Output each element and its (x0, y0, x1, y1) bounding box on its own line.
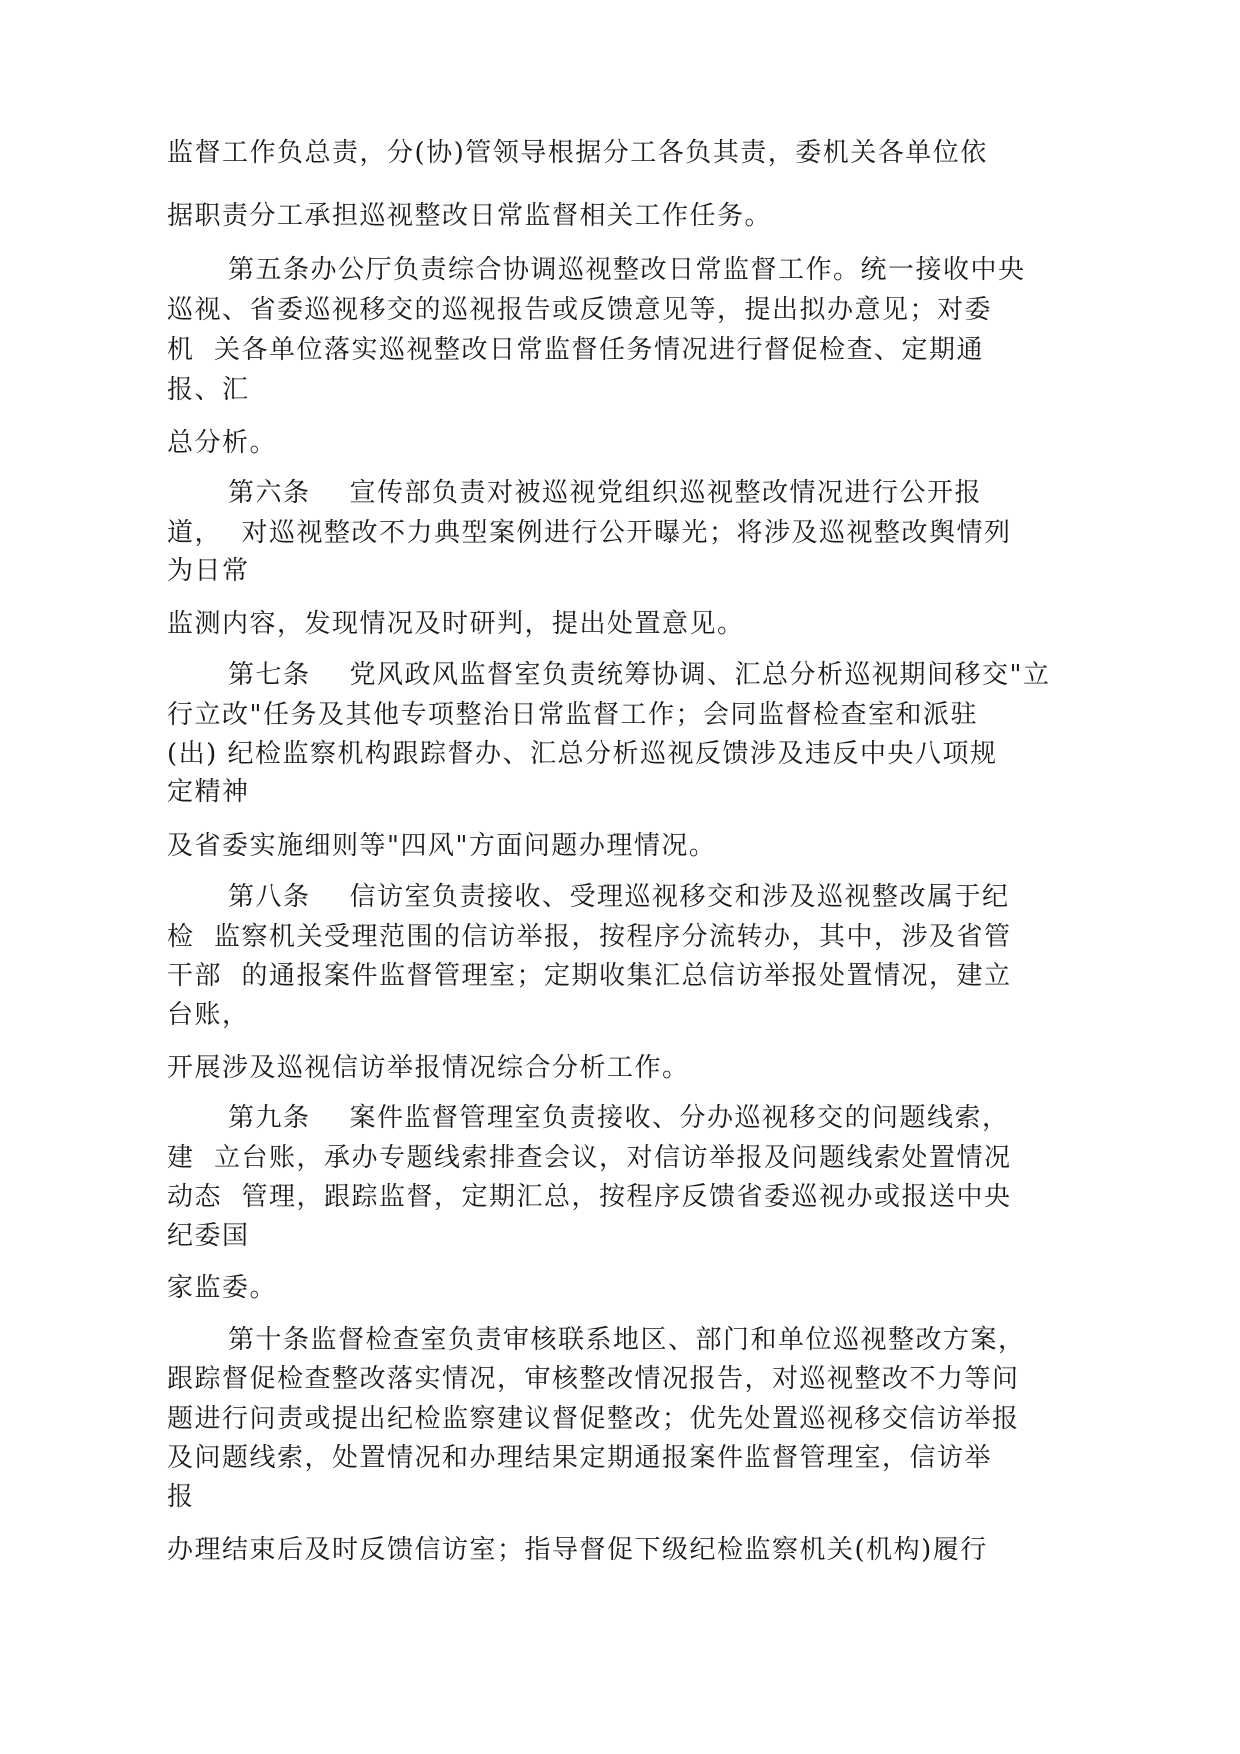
article-9-heading-line: 第九条 案件监督管理室负责接收、分办巡视移交的问题线索， (228, 1103, 1010, 1133)
text-line: 及省委实施细则等"四风"方面问题办理情况。 (167, 831, 717, 861)
text-line: 检 监察机关受理范围的信访举报，按程序分流转办，其中，涉及省管 (167, 922, 1012, 952)
text-line: 报、汇 (167, 375, 250, 405)
text-line: 报 (167, 1482, 195, 1512)
text-line: 行立改"任务及其他专项整治日常监督工作；会同监督检查室和派驻 (167, 700, 978, 730)
article-6-heading-line: 第六条 宣传部负责对被巡视党组织巡视整改情况进行公开报 (228, 478, 983, 508)
text-line: 监督工作负总责，分(协)管领导根据分工各负其责，委机关各单位依 (167, 138, 988, 168)
text-line: 及问题线索，处置情况和办理结果定期通报案件监督管理室，信访举 (167, 1443, 993, 1473)
text-line: 干部 的通报案件监督管理室；定期收集汇总信访举报处置情况，建立 (167, 961, 1012, 991)
text-line: 题进行问责或提出纪检监察建议督促整改；优先处置巡视移交信访举报 (167, 1404, 1020, 1434)
text-line: 纪委国 (167, 1221, 250, 1251)
text-line: 办理结束后及时反馈信访室；指导督促下级纪检监察机关(机构)履行 (167, 1535, 988, 1565)
article-7-heading-line: 第七条 党风政风监督室负责统筹协调、汇总分析巡视期间移交"立 (228, 660, 1051, 690)
article-10-heading-line: 第十条监督检查室负责审核联系地区、部门和单位巡视整改方案， (228, 1325, 1026, 1355)
text-line: 跟踪督促检查整改落实情况，审核整改情况报告，对巡视整改不力等问 (167, 1364, 1020, 1394)
text-line: 机 关各单位落实巡视整改日常监督任务情况进行督促检查、定期通 (167, 335, 985, 365)
text-line: 巡视、省委巡视移交的巡视报告或反馈意见等，提出拟办意见；对委 (167, 295, 993, 325)
text-line: 开展涉及巡视信访举报情况综合分析工作。 (167, 1053, 690, 1083)
text-line: 为日常 (167, 556, 250, 586)
text-line: 监测内容，发现情况及时研判，提出处置意见。 (167, 609, 745, 639)
article-5-heading-line: 第五条办公厅负责综合协调巡视整改日常监督工作。统一接收中央 (228, 255, 1026, 285)
text-line: 建 立台账，承办专题线索排查会议，对信访举报及问题线索处置情况 (167, 1143, 1012, 1173)
text-line: (出) 纪检监察机构跟踪督办、汇总分析巡视反馈涉及违反中央八项规 (167, 739, 998, 769)
text-line: 据职责分工承担巡视整改日常监督相关工作任务。 (167, 201, 773, 231)
text-line: 道， 对巡视整改不力典型案例进行公开曝光；将涉及巡视整改舆情列 (167, 518, 1012, 548)
text-line: 家监委。 (167, 1273, 278, 1303)
text-line: 台账， (167, 1000, 250, 1030)
text-line: 定精神 (167, 777, 250, 807)
text-line: 总分析。 (167, 428, 278, 458)
text-line: 动态 管理，跟踪监督，定期汇总，按程序反馈省委巡视办或报送中央 (167, 1182, 1012, 1212)
article-8-heading-line: 第八条 信访室负责接收、受理巡视移交和涉及巡视整改属于纪 (228, 882, 1010, 912)
